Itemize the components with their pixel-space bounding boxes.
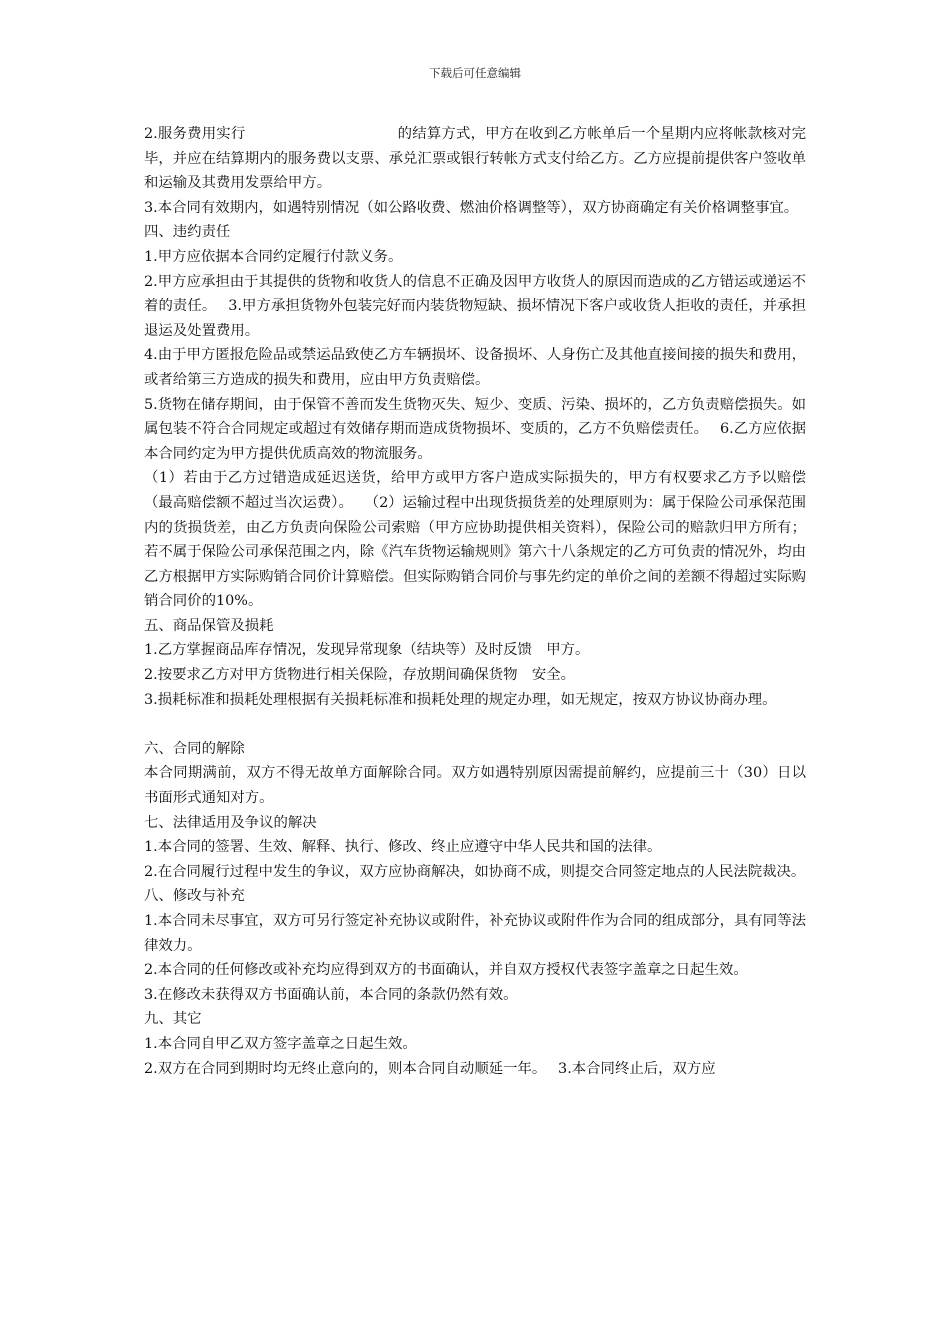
paragraph: 3.损耗标准和损耗处理根据有关损耗标准和损耗处理的规定办理，如无规定，按双方协议协商办理。 bbox=[144, 691, 777, 708]
paragraph: 3.本合同有效期内，如遇特别情况（如公路收费、燃油价格调整等），双方协商确定有关价格调整事宜。 bbox=[144, 199, 799, 216]
paragraph: 2.在合同履行过程中发生的争议，双方应协商解决，如协商不成，则提交合同签定地点的人民法院裁决。 bbox=[144, 863, 806, 880]
section-heading: 九、其它 bbox=[144, 1011, 202, 1028]
page-header: 下载后可任意编辑 bbox=[429, 66, 521, 80]
paragraph: 1.乙方掌握商品库存情况，发现异常现象（结块等）及时反馈 甲方。 bbox=[144, 642, 590, 659]
paragraph: 2.本合同的任何修改或补充均应得到双方的书面确认，并自双方授权代表签字盖章之日起生效。 bbox=[144, 962, 748, 979]
paragraph: 3.在修改未获得双方书面确认前，本合同的条款仍然有效。 bbox=[144, 986, 518, 1003]
section-heading: 八、修改与补充 bbox=[144, 888, 245, 905]
document-body bbox=[144, 122, 806, 1081]
paragraph: 1.甲方应依据本合同约定履行付款义务。 bbox=[144, 248, 403, 265]
paragraph: 4.由于甲方匿报危险品或禁运品致使乙方车辆损坏、设备损坏、人身伤亡及其他直接间接的损失和费用，或者给第三方造成的损失和费用，应由甲方负责赔偿。 bbox=[144, 347, 806, 388]
paragraph: 1.本合同自甲乙双方签字盖章之日起生效。 bbox=[144, 1035, 417, 1052]
paragraph: 1.本合同的签署、生效、解释、执行、修改、终止应遵守中华人民共和国的法律。 bbox=[144, 839, 662, 856]
paragraph: 5.货物在储存期间，由于保管不善而发生货物灭失、短少、变质、污染、损坏的，乙方负责赔偿损失。如属包装不符合合同规定或超过有效储存期而造成货物损坏、变质的，乙方不负赔偿责任。 6.乙方应依据本合同约定为甲方提供优质高效的物流服务。 bbox=[144, 396, 806, 462]
section-heading: 七、法律适用及争议的解决 bbox=[144, 814, 317, 831]
paragraph: 1.本合同未尽事宜，双方可另行签定补充协议或附件，补充协议或附件作为合同的组成部分，具有同等法律效力。 bbox=[144, 913, 806, 954]
paragraph: 本合同期满前，双方不得无故单方面解除合同。双方如遇特别原因需提前解约，应提前三十（30）日以书面形式通知对方。 bbox=[144, 765, 806, 807]
paragraph-service-fee: 2.服务费用实行 的结算方式，甲方在收到乙方帐单后一个星期内应将帐款核对完毕，并应在结算期内的服务费以支票、承兑汇票或银行转帐方式支付给乙方。乙方应提前提供客户签收单和运输及其费用发票给甲方。 bbox=[144, 126, 806, 192]
paragraph: 2.甲方应承担由于其提供的货物和收货人的信息不正确及因甲方收货人的原因而造成的乙方错运或递运不着的责任。 3.甲方承担货物外包装完好而内装货物短缺、损坏情况下客户或收货人拒收的责任，并承担退运及处置费用。 bbox=[144, 273, 806, 339]
section-heading: 六、合同的解除 bbox=[144, 740, 245, 757]
paragraph: （1）若由于乙方过错造成延迟送货，给甲方或甲方客户造成实际损失的，甲方有权要求乙方予以赔偿（最高赔偿额不超过当次运费）。 （2）运输过程中出现货损货差的处理原则为：属于保险公司承保范围内的货损货差，由乙方负责向保险公司索赔（甲方应协助提供相关资料），保险公司的赔款归甲方所有；若不属于保险公司承保范围之内，除《汽车货物运输规则》第六十八条规定的乙方可负责的情况外，均由乙方根据甲方实际购销合同价计算赔偿。但实际购销合同价与事先约定的单价之间的差额不得超过实际购销合同价的10%。 bbox=[144, 470, 806, 610]
section-heading: 五、商品保管及损耗 bbox=[144, 617, 274, 634]
blank-line bbox=[144, 712, 806, 737]
paragraph: 2.双方在合同到期时均无终止意向的，则本合同自动顺延一年。 3.本合同终止后，双方应 bbox=[144, 1060, 716, 1077]
paragraph: 2.按要求乙方对甲方货物进行相关保险，存放期间确保货物 安全。 bbox=[144, 667, 576, 684]
section-heading: 四、违约责任 bbox=[144, 224, 231, 241]
